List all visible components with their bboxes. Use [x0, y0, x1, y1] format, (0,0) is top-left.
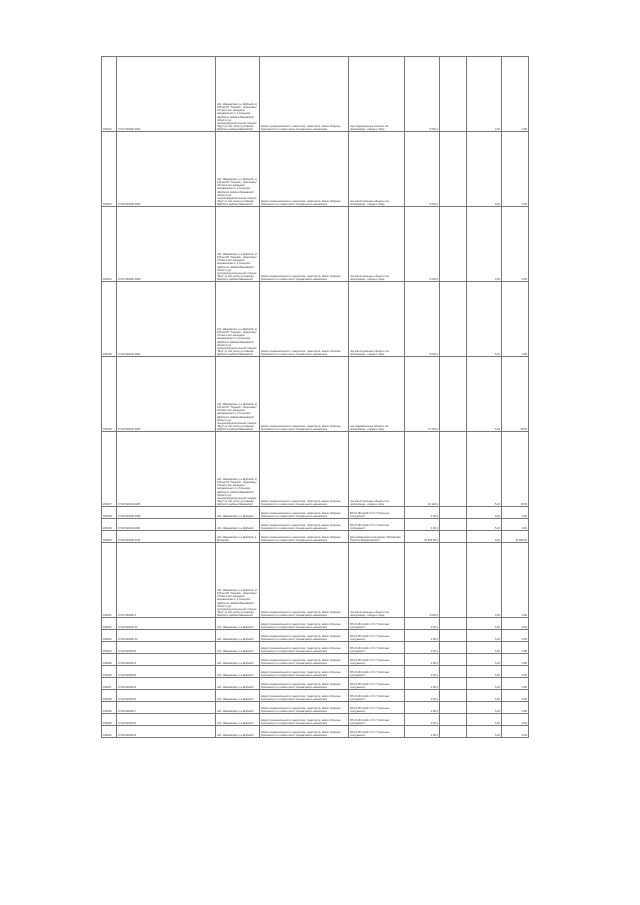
rate-value-cell: 5.22 — [467, 357, 502, 432]
permitted-use-cell: под магистральные объекты газ. газопровода - отвода к г.Шуе — [349, 207, 405, 282]
rate-value-cell: 5.22 — [467, 432, 502, 507]
amount-value-cell: 0.05 — [502, 132, 529, 207]
land-category-cell: Земли промышленности, энергетики, транспорта, земли обороны, безопасности и земли иного специального назначения — [260, 57, 349, 132]
table-row — [102, 726, 529, 738]
table-body — [102, 57, 529, 738]
row-id-cell: 180216 — [102, 357, 117, 432]
area-value-cell: 17 260.4 — [405, 357, 440, 432]
extra-value-cell — [440, 432, 467, 507]
cadastral-number-cell: 37:20:040202:1265 — [117, 357, 216, 432]
amount-value-cell: 4.00 — [502, 543, 529, 618]
land-category-cell: Земли промышленности, энергетики, транспорта, земли обороны, безопасности и земли иного специального назначения — [260, 690, 349, 702]
permitted-use-cell: ВЛ-10 кВ №110 от ГС "Очистные сооружения" — [349, 666, 405, 678]
cadastral-number-cell: 37:20:040202:1301 — [117, 519, 216, 531]
table-row — [102, 507, 529, 519]
extra-value-cell — [440, 519, 467, 531]
table-row — [102, 702, 529, 714]
table-row — [102, 543, 529, 618]
rate-value-cell: 5.22 — [467, 726, 502, 738]
row-id-cell: 180231 — [102, 726, 117, 738]
land-category-cell: Земли промышленности, энергетики, транспорта, земли обороны, безопасности и земли иного специального назначения — [260, 714, 349, 726]
cadastral-number-cell: 37:20:040202:5 — [117, 642, 216, 654]
amount-value-cell: 0.04 — [502, 726, 529, 738]
row-id-cell: 180226 — [102, 666, 117, 678]
table-row — [102, 132, 529, 207]
area-value-cell: 0.00 4 — [405, 690, 440, 702]
row-id-cell: 180228 — [102, 690, 117, 702]
permitted-use-cell: Для размещения сооружения "Михайлово Полигон Михайловского" — [349, 531, 405, 543]
row-id-cell: 180224 — [102, 642, 117, 654]
permitted-use-cell: ВЛ-10 кВ №110 от ГС "Очистные сооружения" — [349, 714, 405, 726]
area-value-cell: 0.00 4 — [405, 726, 440, 738]
address-cell: обл. Ивановская, р-н Шуйский — [216, 678, 260, 690]
row-id-cell: 180230 — [102, 714, 117, 726]
rate-value-cell: 5.22 — [467, 702, 502, 714]
address-cell: обл. Ивановская, р-н Шуйский — [216, 666, 260, 678]
extra-value-cell — [440, 507, 467, 519]
land-category-cell: Земли промышленности, энергетики, транспорта, земли обороны, безопасности и земли иного специального назначения — [260, 726, 349, 738]
table-row — [102, 666, 529, 678]
extra-value-cell — [440, 702, 467, 714]
amount-value-cell: 15.50 — [502, 432, 529, 507]
area-value-cell: 30 503.00 4 — [405, 531, 440, 543]
address-cell: обл. Ивановская, р-н Шуйский, от 105 км МГ "Горький - Череповец" d 8 мм в юго-западном направлении от д.Гальцово (Шуйского района Ивановской области) до газораспределительной станции "Шуя" (в том числе) д.Сивково Шуйского района Ивановской — [216, 207, 260, 282]
area-value-cell: 0.00 4 — [405, 630, 440, 642]
area-value-cell: 0.00 4 — [405, 714, 440, 726]
row-id-cell: 180000 — [102, 531, 117, 543]
address-cell: обл. Ивановская, р-н Шуйский, от 105 км МГ "Горький - Череповец" d 8 мм в юго-западном направлении от д.Гальцово (Шуйского района Ивановской области) до газораспределительной станции "Шуя" (в том числе) д.Сивково Шуйского района Ивановской — [216, 357, 260, 432]
row-id-cell: 180215 — [102, 282, 117, 357]
cadastral-number-cell: 37:20:040202:7 — [117, 702, 216, 714]
table-row — [102, 690, 529, 702]
permitted-use-cell: ВЛ-10 кВ №110 от ГС "Очистные сооружения" — [349, 630, 405, 642]
address-cell: обл. Ивановская, р-н Шуйский — [216, 714, 260, 726]
cadastral-number-cell: 37:07:040202:1 — [117, 543, 216, 618]
rate-value-cell: 5.22 — [467, 678, 502, 690]
row-id-cell: 180217 — [102, 432, 117, 507]
address-cell: обл. Ивановская, р-н Шуйский, от 105 км МГ "Горький - Череповец" d 8 мм в юго-западном направлении от д.Гальцово (Шуйского района Ивановской области) до газораспределительной станции "Шуя" (в том числе) д.Сивково Шуйского района Ивановской — [216, 282, 260, 357]
land-category-cell: Земли промышленности, энергетики, транспорта, земли обороны, безопасности и земли иного специального назначения — [260, 654, 349, 666]
amount-value-cell: 28.84 — [502, 357, 529, 432]
permitted-use-cell: ВЛ-10 кВ №110 от ГС "Очистные сооружения" — [349, 690, 405, 702]
land-category-cell: Земли промышленности, энергетики, транспорта, земли обороны, безопасности и земли иного специального назначения — [260, 531, 349, 543]
extra-value-cell — [440, 726, 467, 738]
area-value-cell: 5 602.4 — [405, 282, 440, 357]
cadastral-number-cell: 37:20:040202:14 — [117, 630, 216, 642]
cadastral-number-cell: 37:20:040202:1304 — [117, 282, 216, 357]
address-cell: обл. Ивановская, р-н Шуйский — [216, 726, 260, 738]
table-row — [102, 630, 529, 642]
land-category-cell: Земли промышленности, энергетики, транспорта, земли обороны, безопасности и земли иного специального назначения — [260, 519, 349, 531]
cadastral-number-cell: 37:20:040202:6 — [117, 714, 216, 726]
area-value-cell: 0.00 4 — [405, 642, 440, 654]
cadastral-number-cell: 37:07:040202:1039 — [117, 207, 216, 282]
address-cell: обл. Ивановская, р-н Шуйский — [216, 630, 260, 642]
amount-value-cell: 0.08 — [502, 642, 529, 654]
area-value-cell: 5 602.4 — [405, 132, 440, 207]
rate-value-cell: 5.22 — [467, 654, 502, 666]
address-cell: обл. Ивановская, р-н Шуйский — [216, 690, 260, 702]
amount-value-cell: 0.06 — [502, 678, 529, 690]
extra-value-cell — [440, 714, 467, 726]
table-row — [102, 432, 529, 507]
row-id-cell: 180222 — [102, 618, 117, 630]
permitted-use-cell: ВЛ-10 кВ №110 от ГС "Очистные сооружения" — [349, 654, 405, 666]
table-row — [102, 642, 529, 654]
address-cell: обл. Ивановская, р-н Шуйский — [216, 654, 260, 666]
table-row — [102, 714, 529, 726]
area-value-cell: 5 602.4 — [405, 207, 440, 282]
rate-value-cell: 4.00 — [467, 207, 502, 282]
cadastral-number-cell: 37:20:040202:8 — [117, 666, 216, 678]
table-row — [102, 654, 529, 666]
area-value-cell: 0.00 4 — [405, 507, 440, 519]
rate-value-cell: 5.22 — [467, 531, 502, 543]
land-category-cell: Земли промышленности, энергетики, транспорта, земли обороны, безопасности и земли иного специального назначения — [260, 432, 349, 507]
rate-value-cell: 5.22 — [467, 507, 502, 519]
rate-value-cell: 5.22 — [467, 690, 502, 702]
permitted-use-cell: ВЛ-10 кВ №110 от ГС "Очистные сооружения" — [349, 519, 405, 531]
land-category-cell: Земли промышленности, энергетики, транспорта, земли обороны, безопасности и земли иного специального назначения — [260, 207, 349, 282]
permitted-use-cell: ВЛ-10 кВ №110 от ГС "Очистные сооружения" — [349, 726, 405, 738]
table-row — [102, 531, 529, 543]
extra-value-cell — [440, 543, 467, 618]
row-id-cell: 180229 — [102, 702, 117, 714]
amount-value-cell: 0.05 — [502, 282, 529, 357]
permitted-use-cell: ВЛ-10 кВ №110 от ГС "Очистные сооружения" — [349, 702, 405, 714]
table-row — [102, 207, 529, 282]
permitted-use-cell: под магистральные объекты газ. газопровода - отвода к г.Шуе — [349, 132, 405, 207]
amount-value-cell: 0.06 — [502, 690, 529, 702]
extra-value-cell — [440, 57, 467, 132]
area-value-cell: 4 602.4 — [405, 543, 440, 618]
address-cell: обл. Ивановская, р-н Шуйский, от 105 км МГ "Горький - Череповец" d 8 мм в юго-западном направлении от д.Гальцово (Шуйского района Ивановской области) до газораспределительной станции "Шуя" (в том числе) д.Сивково Шуйского района Ивановской — [216, 432, 260, 507]
row-id-cell: 180221 — [102, 543, 117, 618]
address-cell: обл. Ивановская, р-н Шуйский, от 105 км МГ "Горький - Череповец" d 8 мм в юго-западном направлении от д.Гальцово (Шуйского района Ивановской области) до газораспределительной станции "Шуя" (в том числе) д.Сивково Шуйского района Ивановской — [216, 57, 260, 132]
amount-value-cell: 0.06 — [502, 702, 529, 714]
cadastral-number-cell: 37:20:040202:5 — [117, 690, 216, 702]
land-category-cell: Земли промышленности, энергетики, транспорта, земли обороны, безопасности и земли иного специального назначения — [260, 630, 349, 642]
land-category-cell: Земли промышленности, энергетики, транспорта, земли обороны, безопасности и земли иного специального назначения — [260, 357, 349, 432]
extra-value-cell — [440, 531, 467, 543]
address-cell: обл. Ивановская, р-н Шуйский — [216, 642, 260, 654]
rate-value-cell: 4.00 — [467, 543, 502, 618]
permitted-use-cell: под магистральные объекты газ. газопровода - отвода к г.Шуе — [349, 543, 405, 618]
row-id-cell: 180214 — [102, 207, 117, 282]
land-category-cell: Земли промышленности, энергетики, транспорта, земли обороны, безопасности и земли иного специального назначения — [260, 642, 349, 654]
rate-value-cell: 4.00 — [467, 57, 502, 132]
permitted-use-cell: под magistральные объекты газ. газопровода - отвода к г.Шуе — [349, 57, 405, 132]
permitted-use-cell: под магистральные объекты газ. газопровода - отвода к г.Шуе — [349, 432, 405, 507]
cadastral-number-cell: 37:20:040202:1295 — [117, 507, 216, 519]
area-value-cell: 10 104.4 — [405, 432, 440, 507]
area-value-cell: 5 602.4 — [405, 57, 440, 132]
permitted-use-cell: под magistральные объекты газ. газопровода - отвода к г.Шуе — [349, 357, 405, 432]
address-cell: обл. Ивановская, р-н Шуйский, д. Михалево — [216, 531, 260, 543]
land-category-cell: Земли промышленности, энергетики, транспорта, земли обороны, безопасности и земли иного специального назначения — [260, 618, 349, 630]
cadastral-number-cell: 37:20:040202:5 — [117, 726, 216, 738]
amount-value-cell: 24 680.60 — [502, 531, 529, 543]
amount-value-cell: 0.00 — [502, 519, 529, 531]
cadastral-number-cell: 37:20:040202:5 — [117, 678, 216, 690]
cadastral-number-cell: 37:20:040202:3 — [117, 654, 216, 666]
row-id-cell: 180213 — [102, 57, 117, 132]
permitted-use-cell: под магистральные объекты газ. газопровода - отвода к г.Шуе — [349, 282, 405, 357]
cadastral-number-cell: 37:20:040202:19 — [117, 618, 216, 630]
extra-value-cell — [440, 618, 467, 630]
amount-value-cell: 0.40 — [502, 666, 529, 678]
land-category-cell: Земли промышленности, энергетики, транспорта, земли обороны, безопасности и земли иного специального назначения — [260, 282, 349, 357]
table-row — [102, 678, 529, 690]
address-cell: обл. Ивановская, р-н Шуйский, от 105 км МГ "Горький - Череповец" d 8 мм в юго-западном направлении от д.Гальцово (Шуйского района Ивановской области) до газораспределительной станции "Шуя" (в том числе) д.Сивково Шуйского района Ивановской — [216, 132, 260, 207]
cadastral-number-cell: 37:20:040202:1305 — [117, 432, 216, 507]
land-category-cell: Земли промышленности, энергетики, транспорта, земли обороны, безопасности и земли иного специального назначения — [260, 702, 349, 714]
table-row — [102, 57, 529, 132]
cadastral-number-cell: 37:20:040202:1300 — [117, 132, 216, 207]
amount-value-cell: 0.05 — [502, 207, 529, 282]
address-cell: обл. Ивановская, р-н Шуйский — [216, 507, 260, 519]
rate-value-cell: 5.22 — [467, 714, 502, 726]
amount-value-cell: 0.04 — [502, 714, 529, 726]
permitted-use-cell: ВЛ-10 кВ №110 от ГС "Очистные сооружения" — [349, 618, 405, 630]
area-value-cell: 0.00 4 — [405, 678, 440, 690]
cadastral-number-cell: 37:20:040202:1014 — [117, 531, 216, 543]
area-value-cell: 0.00 4 — [405, 702, 440, 714]
permitted-use-cell: ВЛ-10 кВ №110 от ГС "Очистные сооружения" — [349, 642, 405, 654]
address-cell: обл. Ивановская, р-н Шуйский — [216, 519, 260, 531]
rate-value-cell: 5.22 — [467, 642, 502, 654]
row-id-cell: 180227 — [102, 678, 117, 690]
row-id-cell: 180214 — [102, 132, 117, 207]
permitted-use-cell: ВЛ-10 кВ №110 от ГС "Очистные сооружения" — [349, 507, 405, 519]
area-value-cell: 0.00 4 — [405, 618, 440, 630]
table-row — [102, 357, 529, 432]
extra-value-cell — [440, 666, 467, 678]
extra-value-cell — [440, 630, 467, 642]
land-category-cell: Земли промышленности, энергетики, транспорта, земли обороны, безопасности и земли иного специального назначения — [260, 507, 349, 519]
amount-value-cell: 0.05 — [502, 57, 529, 132]
area-value-cell: 0.00 4 — [405, 654, 440, 666]
table-row — [102, 618, 529, 630]
cadastral-number-cell: 37:07:040202:1041 — [117, 57, 216, 132]
extra-value-cell — [440, 357, 467, 432]
rate-value-cell: 5.22 — [467, 618, 502, 630]
land-category-cell: Земли промышленности, энергетики, транспорта, земли обороны, безопасности и земли иного специального назначения — [260, 666, 349, 678]
row-id-cell: 180218 — [102, 507, 117, 519]
address-cell: обл. Ивановская, р-н Шуйский — [216, 618, 260, 630]
rate-value-cell: 5.22 — [467, 282, 502, 357]
address-cell: обл. Ивановская, р-н Шуйский — [216, 702, 260, 714]
extra-value-cell — [440, 207, 467, 282]
rate-value-cell: 5.22 — [467, 132, 502, 207]
land-category-cell: Земли промышленности, энергетики, транспорта, земли обороны, безопасности и земли иного специального назначения — [260, 678, 349, 690]
area-value-cell: 0.00 4 — [405, 666, 440, 678]
row-id-cell: 180219 — [102, 519, 117, 531]
rate-value-cell: 5.22 — [467, 519, 502, 531]
table-row — [102, 282, 529, 357]
row-id-cell: 180223 — [102, 630, 117, 642]
area-value-cell: 0.00 4 — [405, 519, 440, 531]
rate-value-cell: 5.22 — [467, 666, 502, 678]
extra-value-cell — [440, 678, 467, 690]
land-category-cell: Земли промышленности, энергетики, транспорта, земли обороны, безопасности и земли иного специального назначения — [260, 543, 349, 618]
extra-value-cell — [440, 690, 467, 702]
extra-value-cell — [440, 132, 467, 207]
amount-value-cell: 0.04 — [502, 618, 529, 630]
extra-value-cell — [440, 654, 467, 666]
amount-value-cell: 0.00 — [502, 507, 529, 519]
extra-value-cell — [440, 642, 467, 654]
amount-value-cell: 0.05 — [502, 630, 529, 642]
amount-value-cell: 0.06 — [502, 654, 529, 666]
land-register-table — [101, 56, 529, 738]
row-id-cell: 180225 — [102, 654, 117, 666]
permitted-use-cell: ВЛ-10 кВ №110 от ГС "Очистные сооружения" — [349, 678, 405, 690]
table-row — [102, 519, 529, 531]
land-category-cell: Земли промышленности, энергетики, транспорта, земли обороны, безопасности и земли иного специального назначения — [260, 132, 349, 207]
address-cell: обл. Ивановская, р-н Шуйский, от 105 км МГ "Горький - Череповец" d 8 мм в юго-западном направлении от д.Гальцово (Шуйского района Ивановской области) до газораспределительной станции "Шуя" (в том числе) д.Сивково Шуйского района Ивановской — [216, 543, 260, 618]
rate-value-cell: 5.22 — [467, 630, 502, 642]
extra-value-cell — [440, 282, 467, 357]
